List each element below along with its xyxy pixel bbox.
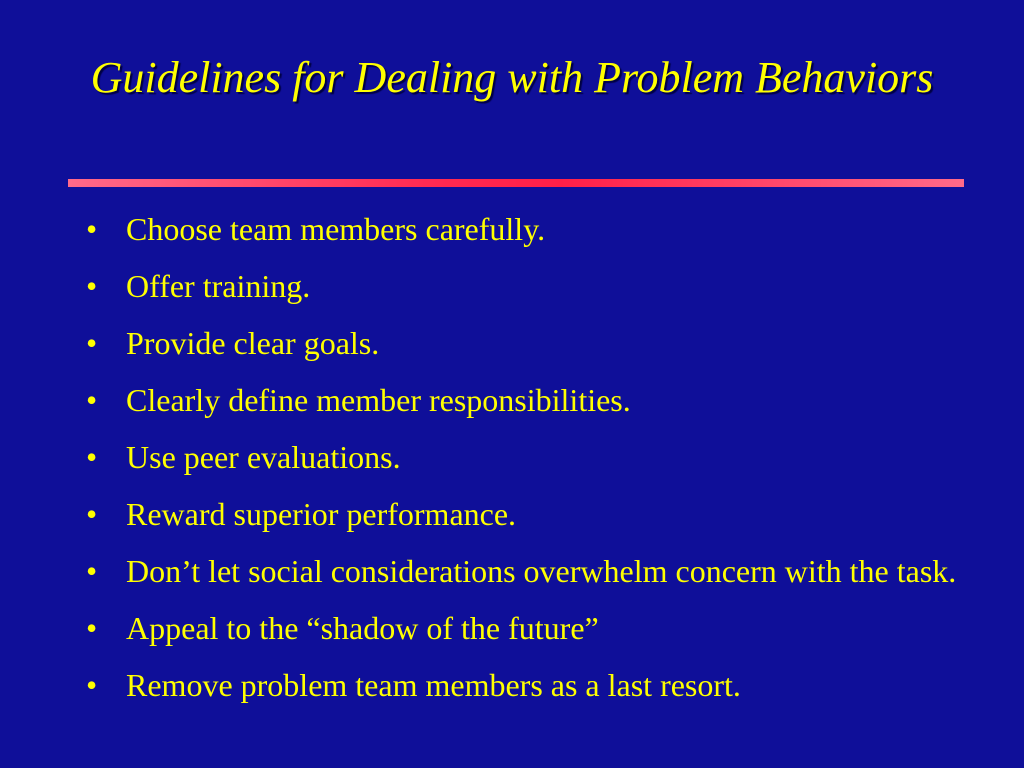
- bullet-item: [86, 264, 966, 308]
- title-divider: [68, 179, 964, 187]
- bullet-item: [86, 663, 966, 707]
- bullet-text: Choose team members carefully.: [126, 211, 546, 247]
- bullet-text: Offer training.: [126, 268, 311, 304]
- bullet-list: [86, 207, 966, 720]
- bullet-item: [86, 321, 966, 365]
- bullet-item: [86, 378, 966, 422]
- bullet-item: [86, 207, 966, 251]
- bullet-item: [86, 435, 966, 479]
- bullet-icon: •: [86, 610, 98, 646]
- bullet-icon: •: [86, 211, 98, 247]
- bullet-icon: •: [86, 553, 98, 589]
- bullet-icon: •: [86, 268, 98, 304]
- bullet-icon: •: [86, 496, 98, 532]
- bullet-text: Clearly define member responsibilities.: [126, 382, 631, 418]
- bullet-text: Remove problem team members as a last resort.: [126, 667, 741, 703]
- bullet-item: [86, 606, 966, 650]
- bullet-icon: •: [86, 382, 98, 418]
- bullet-text: Appeal to the “shadow of the future”: [126, 610, 599, 646]
- bullet-icon: •: [86, 667, 98, 703]
- bullet-icon: •: [86, 439, 98, 475]
- bullet-item: [86, 549, 966, 593]
- bullet-text: Reward superior performance.: [126, 496, 517, 532]
- bullet-text: Don’t let social considerations overwhelm concern with the task.: [126, 553, 957, 589]
- bullet-icon: •: [86, 325, 98, 361]
- bullet-item: [86, 492, 966, 536]
- bullet-text: Use peer evaluations.: [126, 439, 401, 475]
- slide-title: Guidelines for Dealing with Problem Behaviors: [90, 53, 934, 102]
- bullet-text: Provide clear goals.: [126, 325, 380, 361]
